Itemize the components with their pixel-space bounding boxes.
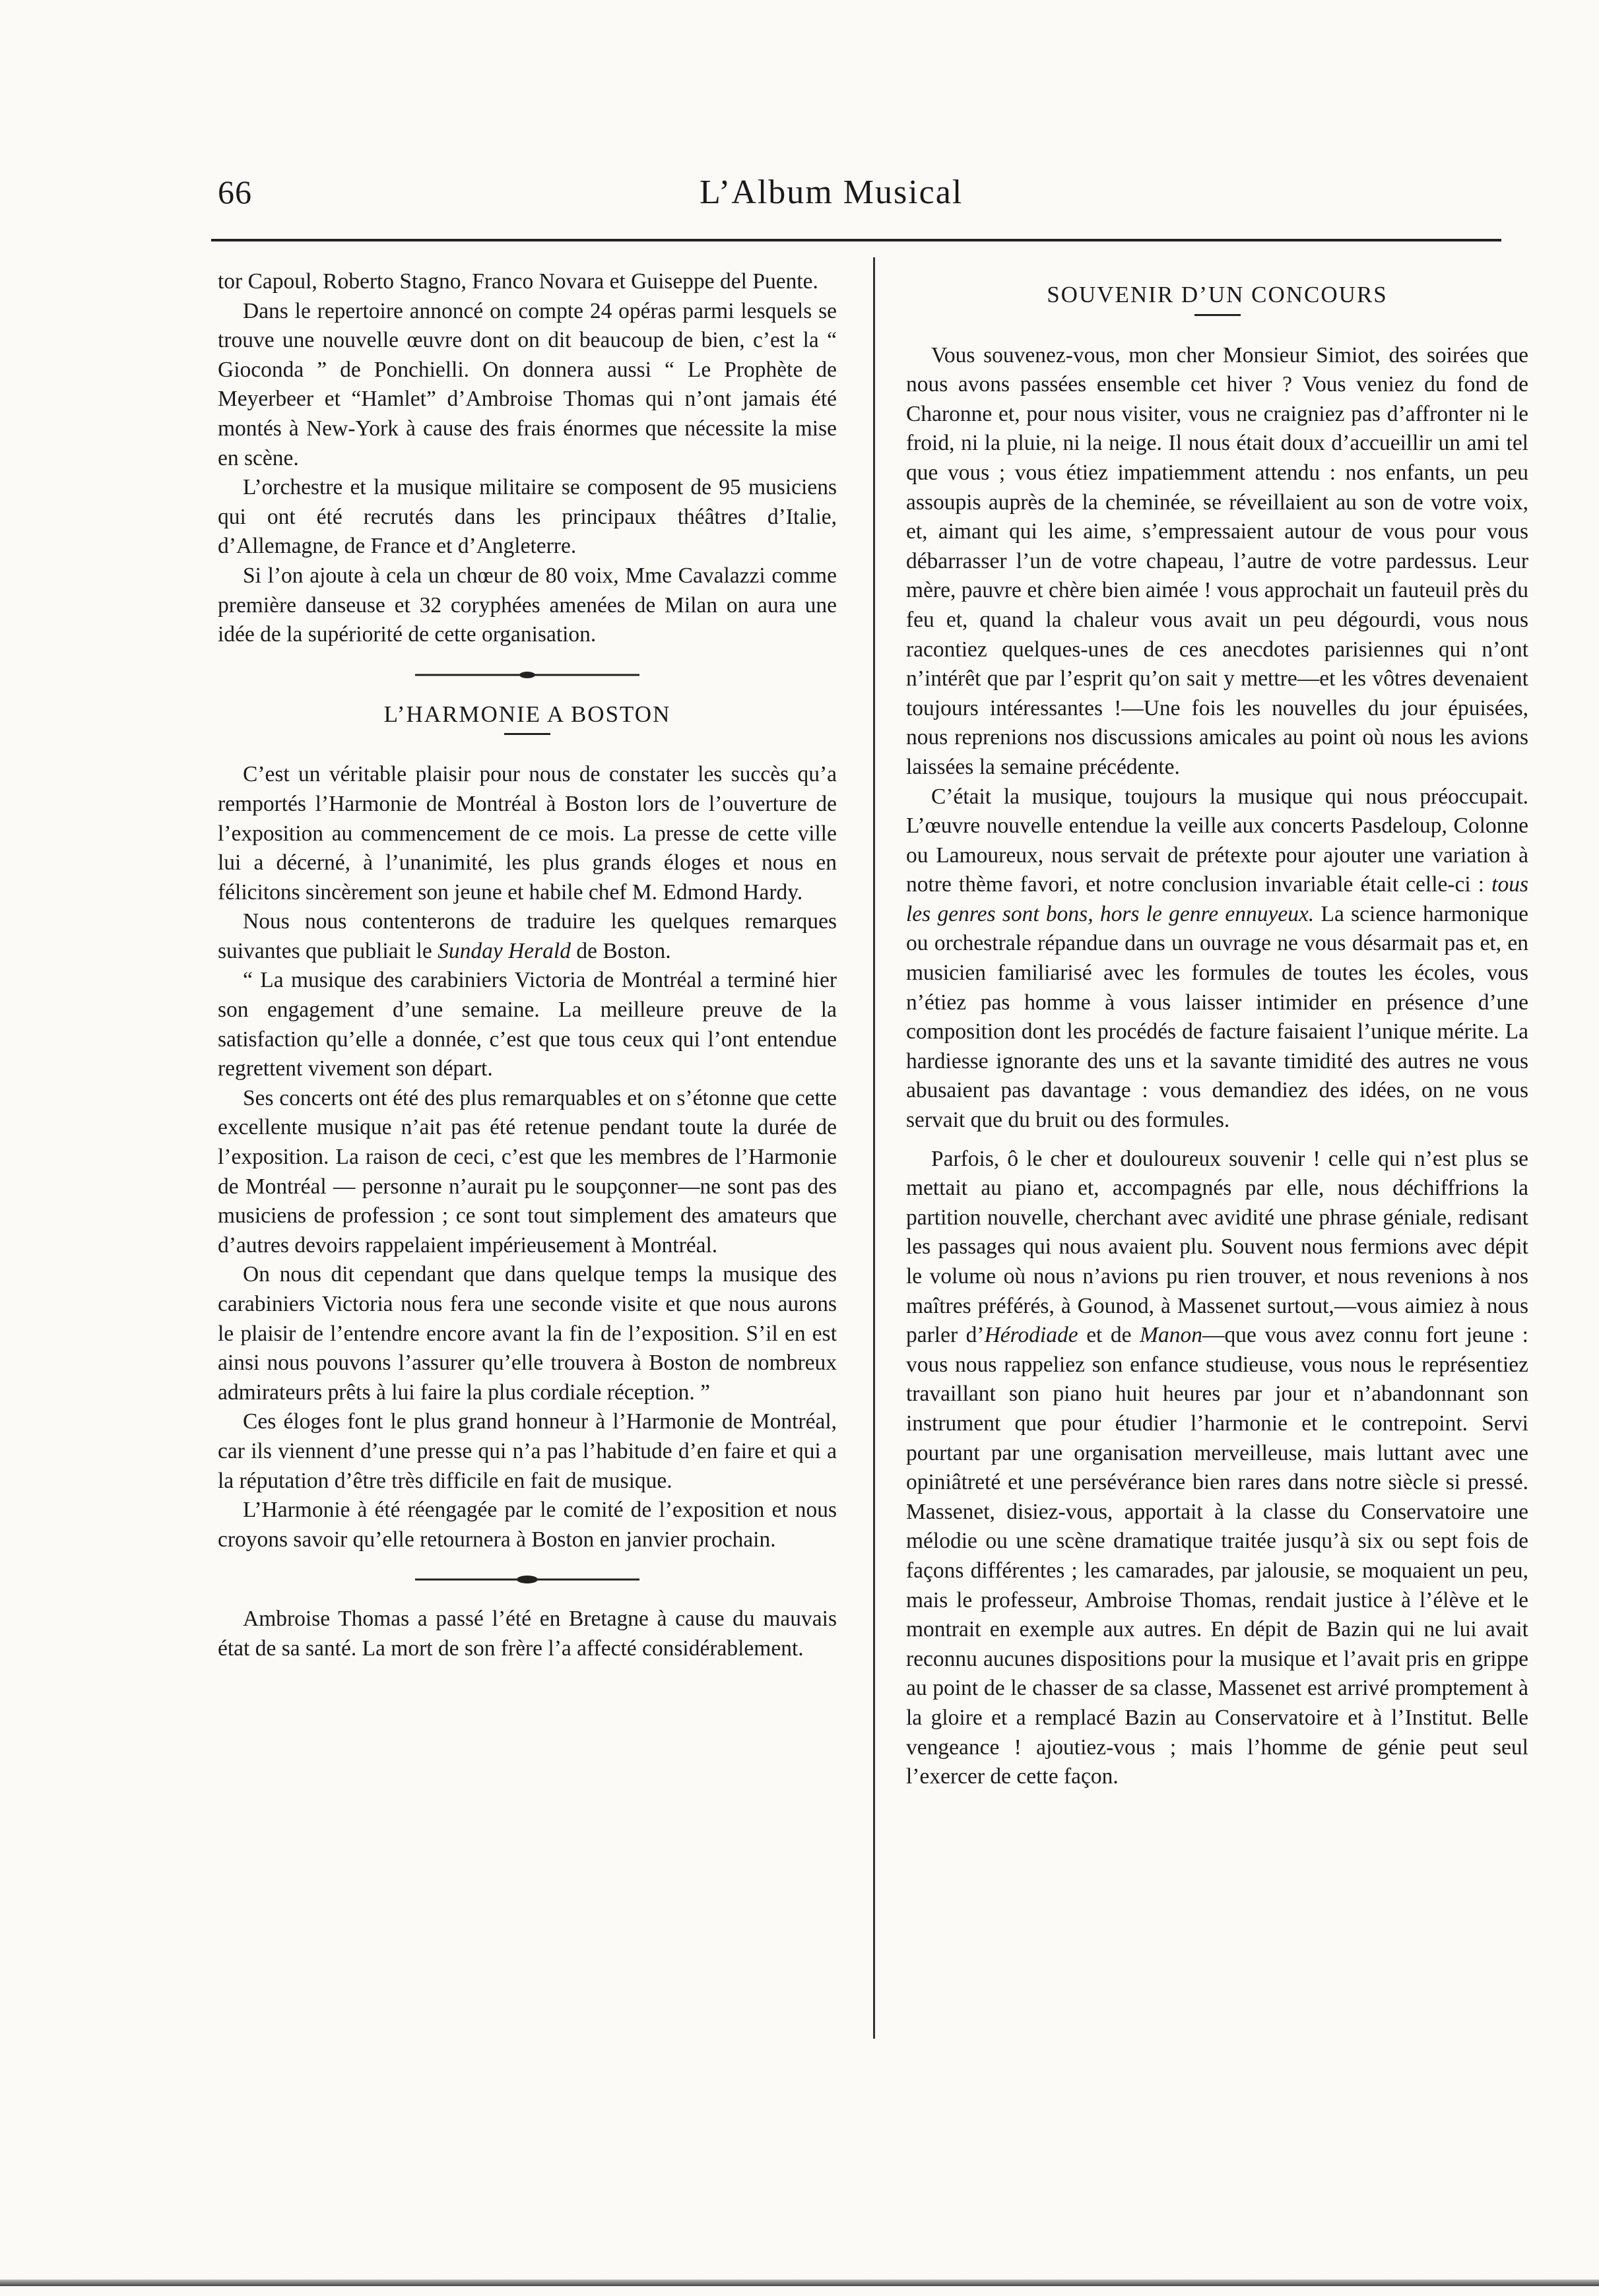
opera-title-herodiade: Hérodiade	[984, 1323, 1078, 1348]
running-title: L’Album Musical	[700, 174, 963, 211]
section-ornament	[415, 670, 639, 680]
text-run: —que vous avez connu fort jeune : vous nous rappeliez son enfance studieuse, vous nous le représentiez travaillant son piano huit heures par jour et n’abandonnant son instrument que pour étudier l’harmonie et le contrepoint. Servi pourtant par une organisation merveilleuse, mais luttant avec une opiniâtreté et une persévérance bien rares dans notre siècle si pressé. Massenet, disiez-vous, apportait à la classe du Conservatoire une mélodie ou une scène dramatique traitée jusqu’à six ou sept fois de façons différentes ; les camarades, par jalousie, se moquaient un peu, mais le professeur, Ambroise Thomas, rendait justice à l’élève et le montrait en exemple aux autres. En dépit de Bazin qui ne lui avait reconnu aucunes dispositions pour la musique et l’avait pris en grippe au point de le chasser de sa classe, Massenet est arrivé promptement à la gloire et a remplacé Bazin au Conservatoire et à l’Institut. Belle vengeance ! ajoutiez-vous ; mais l’homme de génie peut seul l’exercer de cette façon.	[906, 1323, 1528, 1789]
left-paragraph-2: Dans le repertoire annoncé on compte 24 opéras parmi lesquels se trouve une nouvelle œuvre dont on dit beaucoup de bien, c’est la “ Gioconda ” de Ponchielli. On donnera aussi “ Le Prophète de Meyerbeer et “Hamlet” d’Ambroise Thomas qui n’ont jamais été montés à New-York à cause des frais énormes que nécessite la mise en scène.	[218, 298, 837, 470]
page-number: 66	[218, 174, 252, 210]
text-run: de Boston.	[570, 938, 671, 963]
text-run: La science harmonique ou orchestrale répandue dans un ouvrage ne vous désarmait pas et, en musicien familiarisé avec les formules de toutes les écoles, vous n’étiez pas homme à vous laisser intimider en présence d’une composition dont les procédés de facture faisaient l’unique mérite. La hardiesse ignorante des uns et la savante timidité des autres ne vous abusaient pas davantage : vous demandiez des idées, on ne vous servait que du bruit ou des formules.	[906, 901, 1528, 1133]
left-paragraph-1: tor Capoul, Roberto Stagno, Franco Novara et Guiseppe del Puente.	[218, 269, 818, 294]
text-run: Parfois, ô le cher et douloureux souvenir ! celle qui n’est plus se mettait au piano et, accompagnés par elle, nous déchiffrions la partition nouvelle, cherchant avec avidité une phrase géniale, redisant les passages qui nous avaient plu. Souvent nous fermions avec dépit le volume où nous n’avions pu rien trouver, et nous revenions à nos maîtres préférés, à Gounod, à Massenet surtout,—vous aimiez à nous parler d’	[906, 1146, 1528, 1348]
section-title-rule	[504, 733, 550, 735]
italic-phrase: tous les genres sont bons, hors le genre ennuyeux.	[906, 872, 1528, 926]
right-column	[906, 267, 1528, 1792]
left-paragraph-9: On nous dit cependant que dans quelque temps la musique des carabiniers Victoria nous fera une seconde visite et que nous aurons le plaisir de l’entendre encore avant la fin de l’exposition. S’il en est ainsi nous pouvons l’assurer qu’elle trouvera à Boston de nombreux admirateurs prêts à lui faire la plus cordiale réception. ”	[218, 1262, 837, 1405]
right-paragraph-2	[906, 782, 1528, 1135]
left-column	[218, 267, 837, 1664]
left-paragraph-8: Ses concerts ont été des plus remarquables et on s’étonne que cette excellente musique n’ait pas été retenue pendant toute la durée de l’exposition. La raison de ceci, c’est que les membres de l’Harmonie de Montréal — personne n’aurait pu le soupçonner—ne sont pas des musiciens de profession ; ce sont tout simplement des amateurs que d’autres devoirs rappelaient impérieusement à Montréal.	[218, 1085, 837, 1258]
left-paragraph-6	[218, 907, 837, 966]
right-paragraph-3	[906, 1145, 1528, 1792]
opera-title-manon: Manon	[1140, 1323, 1203, 1348]
column-divider	[873, 257, 875, 2039]
right-paragraph-1: Vous souvenez-vous, mon cher Monsieur Simiot, des soirées que nous avons passées ensemble cet hiver ? Vous veniez du fond de Charonne et, pour nous visiter, vous ne craigniez pas d’affronter ni le froid, ni la pluie, ni la neige. Il nous était doux d’accueillir un ami tel que vous ; vous étiez impatiemment attendu : nos enfants, un peu assoupis auprès de la cheminée, se réveillaient au son de votre voix, et, aimant qui les aime, s’empressaient autour de vous pour vous débarrasser l’un de votre chapeau, l’autre de votre pardessus. Leur mère, pauvre et chère bien aimée ! vous approchait un fauteuil près du feu et, quand la chaleur vous avait un peu dégourdi, vous nous racontiez quelques-unes de ces anecdotes parisiennes qui n’ont n’intérêt que par l’esprit qu’on sait y mettre—et les vôtres devenaient toujours intéressantes !—Une fois les nouvelles du jour épuisées, nous reprenions nos discussions amicales au point où nous les avions laissées la semaine précédente.	[906, 342, 1528, 779]
left-paragraph-10: Ces éloges font le plus grand honneur à l’Harmonie de Montréal, car ils viennent d’une presse qui n’a pas l’habitude d’en faire et qui a la réputation d’être très difficile en fait de musique.	[218, 1409, 837, 1493]
newspaper-title: Sunday Herald	[438, 938, 571, 963]
page-header	[211, 173, 1505, 226]
left-paragraph-11: L’Harmonie à été réengagée par le comité de l’exposition et nous croyons savoir qu’elle retournera à Boston en janvier prochain.	[218, 1498, 837, 1552]
left-paragraph-7: “ La musique des carabiniers Victoria de Montréal a terminé hier son engagement d’une semaine. La meilleure preuve de la satisfaction qu’elle a donnée, c’est que tous ceux qui l’ont entendue regrettent vivement son départ.	[218, 968, 837, 1081]
text-run: et de	[1078, 1323, 1140, 1348]
section-title-souvenir: SOUVENIR D’UN CONCOURS	[1047, 282, 1388, 307]
section-title-harmonie: L’HARMONIE A BOSTON	[383, 701, 671, 727]
section-ornament	[415, 1574, 639, 1585]
header-rule	[211, 239, 1501, 241]
text-run: C’était la musique, toujours la musique qui nous préoccupait. L’œuvre nouvelle entendue la veille aux concerts Pasdeloup, Colonne ou Lamoureux, nous servait de prétexte pour ajouter une variation à notre thème favori, et notre conclusion invariable était celle-ci :	[906, 784, 1528, 897]
left-paragraph-3: L’orchestre et la musique militaire se composent de 95 musiciens qui ont été recrutés dans les principaux théâtres d’Italie, d’Allemagne, de France et d’Angleterre.	[218, 475, 837, 559]
section-title-rule	[1194, 314, 1241, 316]
text-run: Nous nous contenterons de traduire les quelques remarques suivantes que publiait le	[218, 909, 837, 963]
left-paragraph-12: Ambroise Thomas a passé l’été en Bretagne à cause du mauvais état de sa santé. La mort de son frère l’a affecté considérablement.	[218, 1607, 837, 1661]
page-bottom-edge	[0, 2280, 1599, 2286]
left-paragraph-4: Si l’on ajoute à cela un chœur de 80 voix, Mme Cavalazzi comme première danseuse et 32 coryphées amenées de Milan on aura une idée de la supériorité de cette organisation.	[218, 563, 837, 647]
left-paragraph-5: C’est un véritable plaisir pour nous de constater les succès qu’a remportés l’Harmonie de Montréal à Boston lors de l’ouverture de l’exposition au commencement de ce mois. La presse de cette ville lui a décerné, à l’unanimité, les plus grands éloges et nous en félicitons sincèrement son jeune et habile chef M. Edmond Hardy.	[218, 762, 837, 905]
